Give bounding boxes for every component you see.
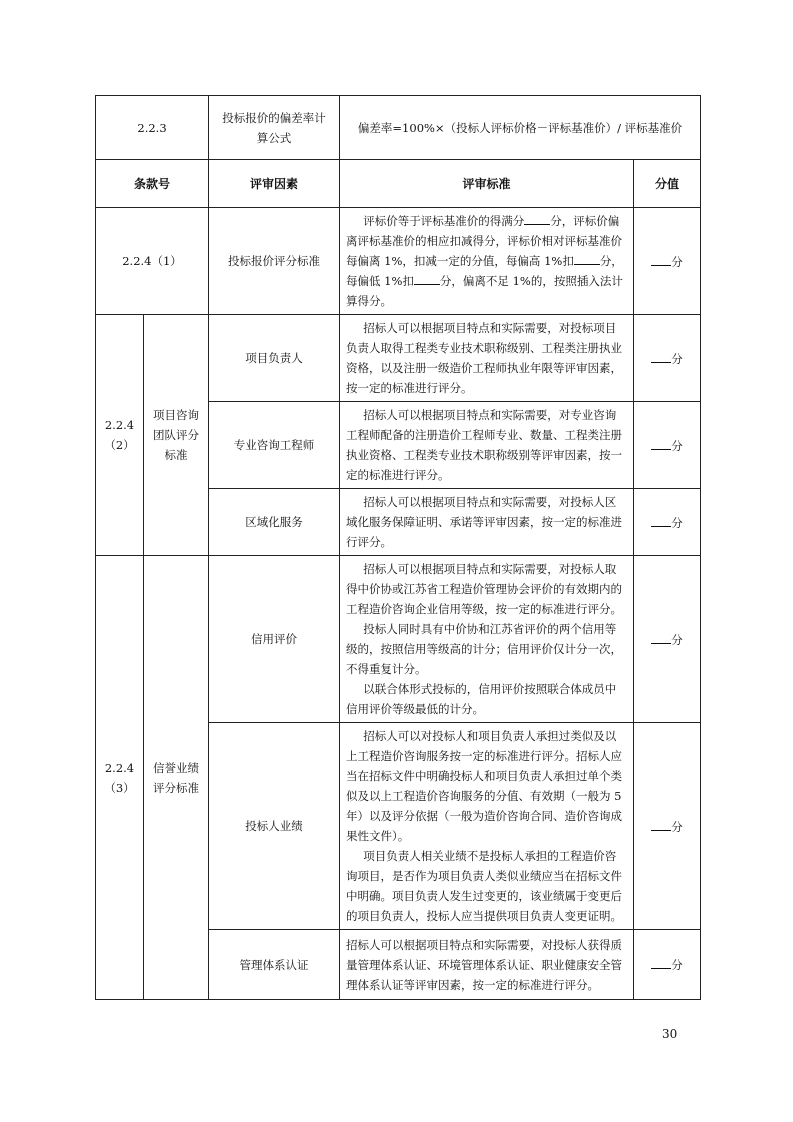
team-factor-lead: 项目负责人 [209,315,340,402]
team-score-regional: 分 [634,489,701,556]
credit-score-management: 分 [634,930,701,1000]
blank-field [651,350,671,363]
team-standard-lead: 招标人可以根据项目特点和实际需要，对投标项目负责人取得工程类专业技术职称级别、工程类注册执业资格，以及注册一级造价工程师执业年限等评审因素，按一定的标准进行评分。 [340,315,634,402]
bid-price-row [96,208,701,315]
bid-price-factor: 投标报价评分标准 [209,208,340,315]
credit-standard-performance: 招标人可以对投标人和项目负责人承担过类似及以上工程造价咨询服务按一定的标准进行评分。招标人应当在招标文件中明确投标人和项目负责人承担过单个类似及以上工程造价咨询服务的分值、有效期（一般为 5 年）以及评分依据（一般为造价咨询合同、造价咨询成果性文件）。 项目负责人相关业绩不是投标人承担的工程造价咨询项目，是否作为项目负责人类似业绩应当在招标文件中明确。项目负责人发生过变更的，该业绩属于变更后的项目负责人，投标人应当提供项目负责人变更证明。 [340,723,634,930]
credit-factor-performance: 投标人业绩 [209,723,340,930]
team-score-engineer: 分 [634,402,701,489]
team-score-lead: 分 [634,315,701,402]
blank-field [651,818,671,831]
header-clause: 条款号 [96,160,209,208]
formula-factor: 投标报价的偏差率计算公式 [209,96,340,160]
team-factor-engineer: 专业咨询工程师 [209,402,340,489]
blank-field [651,956,671,969]
formula-text: 偏差率=100%×（投标人评标价格－评标基准价）/ 评标基准价 [340,96,701,160]
blank-field [651,253,671,266]
credit-score-performance: 分 [634,723,701,930]
team-row-lead [96,315,701,402]
header-factor: 评审因素 [209,160,340,208]
team-standard-engineer: 招标人可以根据项目特点和实际需要，对专业咨询工程师配备的注册造价工程师专业、数量、工程类注册执业资格、工程类专业技术职称级别等评审因素，按一定的标准进行评分。 [340,402,634,489]
formula-row [96,96,701,160]
team-clause: 2.2.4 （2） [96,315,144,556]
bid-price-standard: 评标价等于评标基准价的得满分 分，评标价偏离评标基准价的相应扣减得分，评标价相对评标基准价每偏离 1%，扣减一定的分值，每偏高 1%扣 分，每偏低 1%扣 分，偏离不足 1%的，按照插入法计算得分。 [340,208,634,315]
header-row [96,160,701,208]
credit-clause: 2.2.4 （3） [96,556,144,1000]
credit-standard-rating: 招标人可以根据项目特点和实际需要，对投标人取得中价协或江苏省工程造价管理协会评价的有效期内的工程造价咨询企业信用等级，按一定的标准进行评分。 投标人同时具有中价协和江苏省评价的两个信用等级的，按照信用等级高的计分；信用评价仅计分一次，不得重复计分。 以联合体形式投标的，信用评价按照联合体成员中信用评价等级最低的计分。 [340,556,634,723]
blank-field [524,212,550,225]
bid-price-score: 分 [634,208,701,315]
blank-field [651,437,671,450]
credit-score-rating: 分 [634,556,701,723]
blank-field [651,631,671,644]
header-score: 分值 [634,160,701,208]
page-number: 30 [662,1027,678,1041]
blank-field [414,272,440,285]
team-factor-regional: 区域化服务 [209,489,340,556]
credit-factor-management: 管理体系认证 [209,930,340,1000]
credit-row-rating [96,556,701,723]
credit-factor-rating: 信用评价 [209,556,340,723]
header-standard: 评审标准 [340,160,634,208]
team-standard-regional: 招标人可以根据项目特点和实际需要，对投标人区域化服务保障证明、承诺等评审因素，按一定的标准进行评分。 [340,489,634,556]
team-group-label: 项目咨询团队评分标准 [144,315,209,556]
formula-clause: 2.2.3 [96,96,209,160]
blank-field [574,252,600,265]
blank-field [651,514,671,527]
credit-standard-management: 招标人可以根据项目特点和实际需要，对投标人获得质量管理体系认证、环境管理体系认证、职业健康安全管理体系认证等评审因素，按一定的标准进行评分。 [340,930,634,1000]
bid-price-clause: 2.2.4（1） [96,208,209,315]
scoring-criteria-table [95,95,701,1000]
credit-group-label: 信誉业绩评分标准 [144,556,209,1000]
